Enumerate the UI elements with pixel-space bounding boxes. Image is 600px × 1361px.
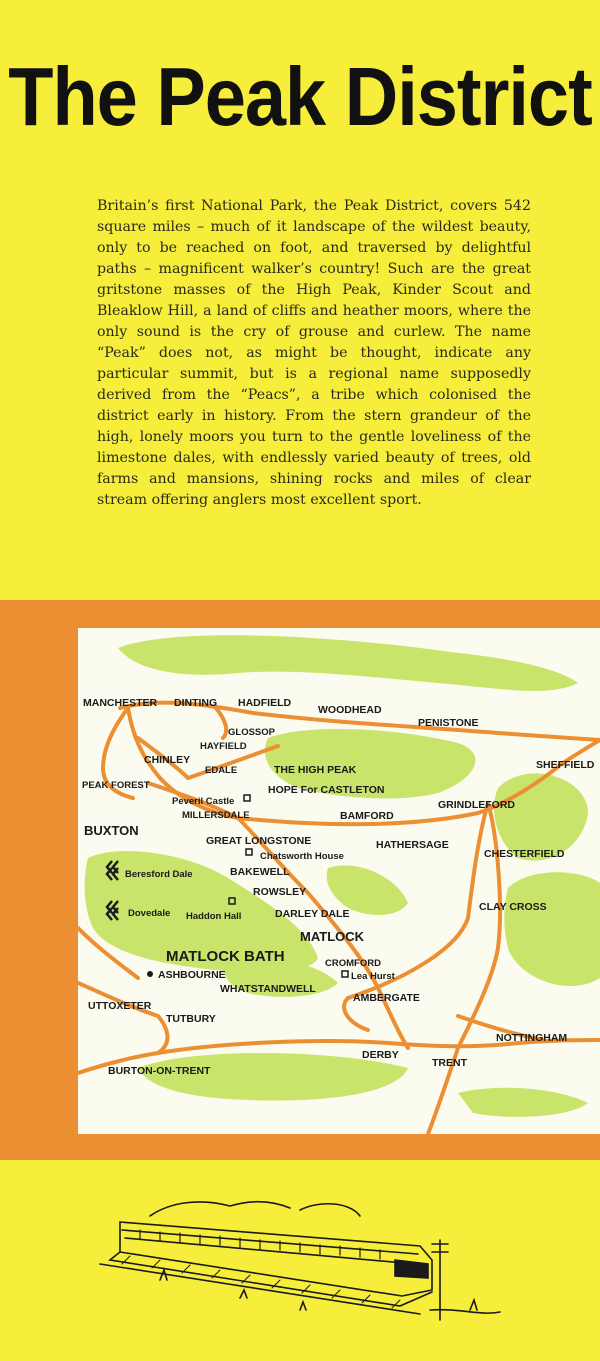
cab-window [395,1260,428,1278]
label-lea-hurst: Lea Hurst [351,971,395,982]
label-bakewell: BAKEWELL [230,866,290,878]
label-matlock-bath: MATLOCK BATH [166,948,285,965]
label-whatstandwell: WHATSTANDWELL [220,983,316,995]
map-svg [78,628,600,1134]
east-area [504,872,600,986]
label-dinting: DINTING [174,697,218,709]
label-hathersage: HATHERSAGE [376,839,449,851]
label-nottingham: NOTTINGHAM [496,1032,568,1044]
label-edale: EDALE [205,765,238,776]
label-peveril: Peveril Castle [172,796,235,807]
track-sleepers [122,1256,400,1308]
label-dovedale: Dovedale [128,908,171,919]
label-burton: BURTON-ON-TRENT [108,1065,211,1077]
label-matlock: MATLOCK [300,929,365,944]
track-rail [110,1252,432,1306]
label-hadfield: HADFIELD [238,697,292,709]
label-high-peak: THE HIGH PEAK [274,764,357,776]
label-ashbourne: ASHBOURNE [158,969,226,981]
peveril-castle-marker [244,795,250,801]
label-trent: TRENT [432,1057,467,1069]
label-manchester: MANCHESTER [83,697,158,709]
chatsworth-marker [246,849,252,855]
page-title: The Peak District [8,49,592,143]
track-rail-2 [100,1264,420,1314]
south-east-area [458,1088,588,1117]
railway-map [78,628,600,1134]
label-great-longstone: GREAT LONGSTONE [206,835,312,847]
hill-sketch [150,1202,290,1216]
label-ambergate: AMBERGATE [353,992,420,1004]
label-uttoxeter: UTTOXETER [88,1000,152,1012]
label-clay-cross: CLAY CROSS [479,901,547,913]
label-sheffield: SHEFFIELD [536,759,595,771]
label-cromford: CROMFORD [325,958,381,969]
lea-hurst-marker [342,971,348,977]
label-peak-forest: PEAK FOREST [82,780,150,791]
intro-paragraph: Britain’s first National Park, the Peak District, covers 542 square miles – much of it landscape of the wildest beauty, only to be reached on foot, and traversed by delightful paths – magnificent walker’s country! Such are the great gritstone masses of the High Peak, Kinder Scout and Bleaklow Hill, a land of cliffs and heather moors, where the only sound is the cry of grouse and curlew. The name “Peak” does not, as might be thought, indicate any particular summit, but is a regional name supposedly derived from the “Peacs”, a tribe which colonised the district early in history. From the stern grandeur of the high, lonely moors you turn to the gentle loveliness of the limestone dales, with endlessly varied beauty of trees, old farms and mansions, shining rocks and miles of clear stream offering anglers most excellent sport. [97,198,531,508]
label-millersdale: MILLERSDALE [182,810,250,821]
railway-uttoxeter [78,983,167,1053]
label-haddon: Haddon Hall [186,911,242,922]
label-beresford: Beresford Dale [125,869,193,880]
label-tutbury: TUTBURY [166,1013,216,1025]
ashbourne-marker [147,971,153,977]
label-derby: DERBY [362,1049,399,1061]
label-bamford: BAMFORD [340,810,394,822]
label-chesterfield: CHESTERFIELD [484,848,565,860]
label-darley-dale: DARLEY DALE [275,908,350,920]
label-rowsley: ROWSLEY [253,886,307,898]
moor-area-north [118,635,578,691]
bush-sketch [300,1204,360,1216]
label-buxton: BUXTON [84,823,139,838]
label-woodhead: WOODHEAD [318,704,382,716]
label-glossop: GLOSSOP [228,727,275,738]
railway-glossop [216,708,226,738]
label-hayfield: HAYFIELD [200,741,247,752]
signal-post [432,1240,448,1320]
label-grindleford: GRINDLEFORD [438,799,515,811]
label-chinley: CHINLEY [144,754,191,766]
label-chatsworth: Chatsworth House [260,851,344,862]
train-illustration [0,1160,600,1356]
label-penistone: PENISTONE [418,717,479,729]
train-illustration-area [0,1160,600,1356]
label-hope: HOPE For CASTLETON [268,784,385,796]
